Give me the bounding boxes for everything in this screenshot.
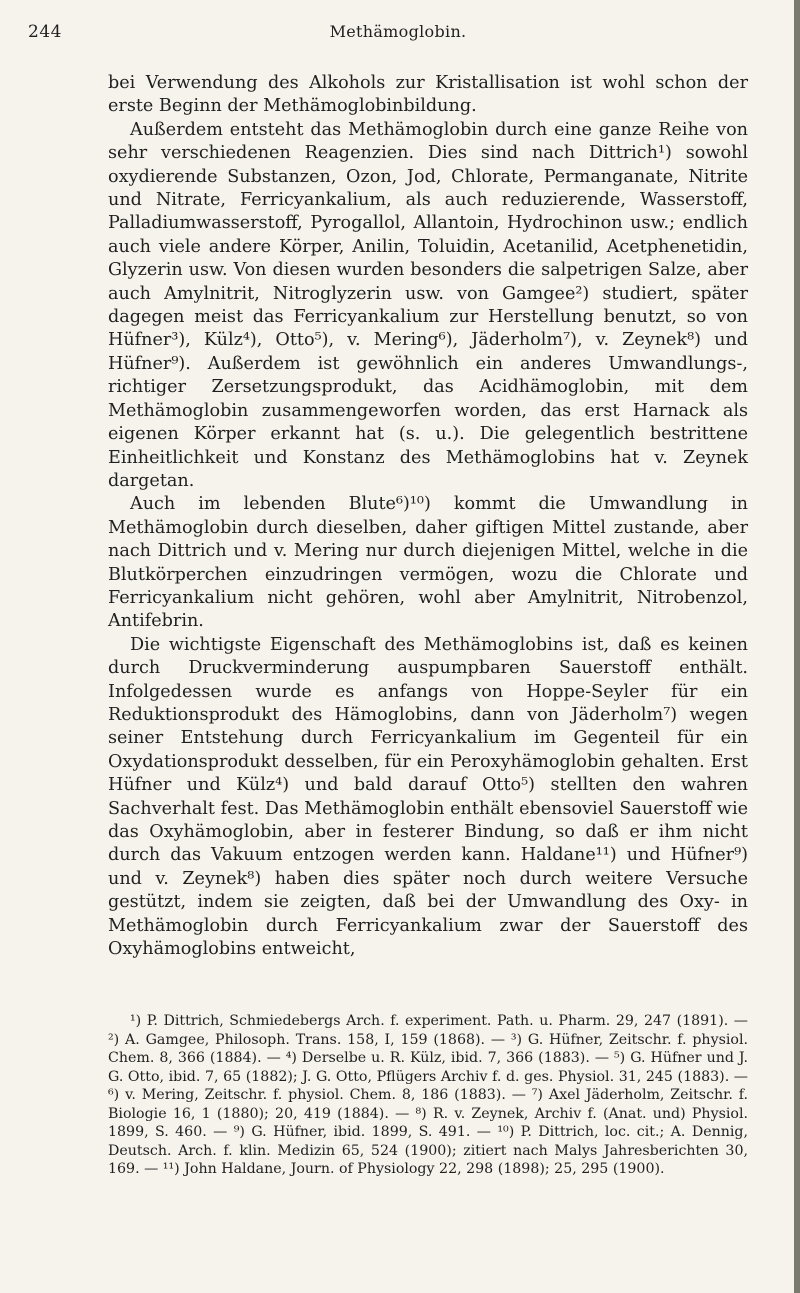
paragraph-4: Die wichtigste Eigenschaft des Methämoglobins ist, daß es keinen durch Druckverminderung auspumpbaren Sauerstoff enthält. Infolgedessen wurde es anfangs von Hoppe-Seyler für ein Reduktionsprodukt des Hämoglobins, dann von Jäderholm⁷) wegen seiner Entstehung durch Ferricyankalium im Gegenteil für ein Oxydationsprodukt desselben, für ein Peroxyhämoglobin gehalten. Erst Hüfner und Külz⁴) und bald darauf Otto⁵) stellten den wahren Sachverhalt fest. Das Methämoglobin enthält ebensoviel Sauerstoff wie das Oxyhämoglobin, aber in festerer Bindung, so daß er ihm nicht durch das Vakuum entzogen werden kann. Haldane¹¹) und Hüfner⁹) und v. Zeynek⁸) haben dies später noch durch weitere Versuche gestützt, indem sie zeigten, daß bei der Umwandlung des Oxy- in Methämoglobin durch Ferricyankalium zwar der Sauerstoff des Oxyhämoglobins entweicht, (108, 634, 748, 960)
running-head: Methämoglobin. (329, 22, 467, 41)
paragraph-1: bei Verwendung des Alkohols zur Kristallisation ist wohl schon der erste Beginn der Methämoglobinbildung. (108, 73, 748, 117)
paragraph-2: Außerdem entsteht das Methämoglobin durch eine ganze Reihe von sehr verschiedenen Reagenzien. Dies sind nach Dittrich¹) sowohl oxydierende Substanzen, Ozon, Jod, Chlorate, Permanganate, Nitrite und Nitrate, Ferricyankalium, als auch reduzierende, Wasserstoff, Palladiumwasserstoff, Pyrogallol, Allantoin, Hydrochinon usw.; endlich auch viele andere Körper, Anilin, Toluidin, Acetanilid, Acetphenetidin, Glyzerin usw. Von diesen wurden besonders die salpetrigen Salze, aber auch Amylnitrit, Nitroglyzerin usw. von Gamgee²) studiert, später dagegen meist das Ferricyankalium zur Herstellung benutzt, so von Hüfner³), Külz⁴), Otto⁵), v. Mering⁶), Jäderholm⁷), v. Zeynek⁸) und Hüfner⁹). Außerdem ist gewöhnlich ein anderes Umwandlungs-, richtiger Zersetzungsprodukt, das Acidhämoglobin, mit dem Methämoglobin zusammengeworfen worden, das erst Harnack als eigenen Körper erkannt hat (s. u.). Die gelegentlich bestrittene Einheitlichkeit und Konstanz des Methämoglobins hat v. Zeynek dargetan. (108, 119, 748, 491)
body-text (108, 72, 748, 961)
footnotes (108, 1012, 748, 1179)
page-number: 244 (28, 22, 62, 42)
page-header (28, 20, 768, 46)
paragraph-3: Auch im lebenden Blute⁶)¹⁰) kommt die Umwandlung in Methämoglobin durch dieselben, daher giftigen Mittel zustande, aber nach Dittrich und v. Mering nur durch diejenigen Mittel, welche in die Blutkörperchen einzudringen vermögen, wozu die Chlorate und Ferricyankalium nicht gehören, wohl aber Amylnitrit, Nitrobenzol, Antifebrin. (108, 494, 748, 632)
page-edge-shadow (794, 0, 800, 1293)
footnote-block: ¹) P. Dittrich, Schmiedebergs Arch. f. experiment. Path. u. Pharm. 29, 247 (1891). — ²) A. Gamgee, Philosoph. Trans. 158, I, 159 (1868). — ³) G. Hüfner, Zeitschr. f. physiol. Chem. 8, 366 (1884). — ⁴) Derselbe u. R. Külz, ibid. 7, 366 (1883). — ⁵) G. Hüfner und J. G. Otto, ibid. 7, 65 (1882); J. G. Otto, Pflügers Archiv f. d. ges. Physiol. 31, 245 (1883). — ⁶) v. Mering, Zeitschr. f. physiol. Chem. 8, 186 (1883). — ⁷) Axel Jäderholm, Zeitschr. f. Biologie 16, 1 (1880); 20, 419 (1884). — ⁸) R. v. Zeynek, Archiv f. (Anat. und) Physiol. 1899, S. 460. — ⁹) G. Hüfner, ibid. 1899, S. 491. — ¹⁰) P. Dittrich, loc. cit.; A. Dennig, Deutsch. Arch. f. klin. Medizin 65, 524 (1900); zitiert nach Malys Jahresberichten 30, 169. — ¹¹) John Haldane, Journ. of Physiology 22, 298 (1898); 25, 295 (1900). (108, 1013, 748, 1177)
